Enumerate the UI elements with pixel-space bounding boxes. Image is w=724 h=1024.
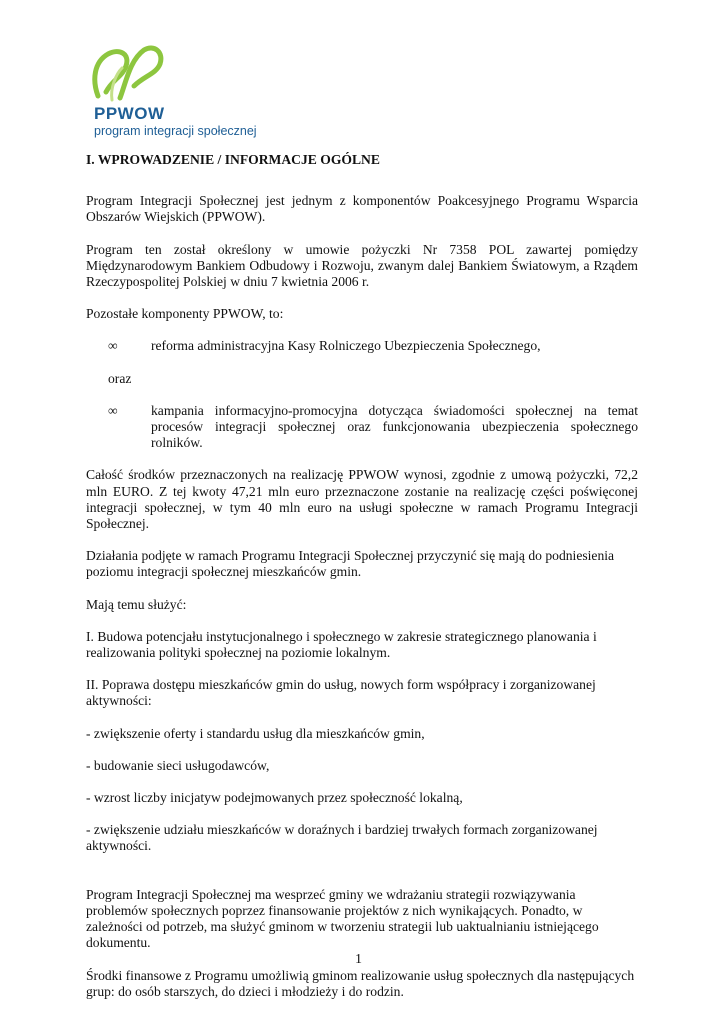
paragraph-dash-item: - budowanie sieci usługodawców, bbox=[86, 757, 270, 773]
paragraph-means-intro: Mają temu służyć: bbox=[86, 596, 187, 612]
paragraph-dash-item: - wzrost liczby inicjatyw podejmowanych przez społeczność lokalną, bbox=[86, 790, 463, 806]
list-item bbox=[108, 338, 638, 354]
paragraph-goals: Działania podjęte w ramach Programu Integracji Społecznej przyczynić się mają do podniesienia poziomu integracji społecznej mieszkańców gmin. bbox=[86, 548, 615, 580]
paragraph-goal-one: I. Budowa potencjału instytucjonalnego i społecznego w zakresie strategicznego planowania i realizowania polityki społecznej na poziomie lokalnym. bbox=[86, 628, 597, 661]
paragraph-budget: Całość środków przeznaczonych na realizację PPWOW wynosi, zgodnie z umową pożyczki, 72,2 mln EURO. Z tej kwoty 47,21 mln euro przeznaczone zostanie na realizację części poświęconej integracji społecznej, w tym 40 mln euro na usługi społeczne w ramach Programu Integracji Społecznej. bbox=[86, 467, 638, 532]
bullet-infinity-icon: ∞ bbox=[108, 402, 118, 418]
paragraph-strategy-support: Program Integracji Społecznej ma wesprzeć gminy we wdrażaniu strategii rozwiązywania problemów społecznych poprzez finansowanie projektów z nich wynikających. Ponadto, w zależności od potrzeb, ma służyć gminom w tworzeniu strategii lub uaktualnianiu istniejącego dokumentu. bbox=[86, 886, 599, 951]
paragraph-funding-groups: Środki finansowe z Programu umożliwią gminom realizowanie usług społecznych dla następujących grup: do osób starszych, do dzieci i młodzieży i do rodzin. bbox=[86, 967, 635, 999]
page-number: 1 bbox=[355, 952, 362, 967]
paragraph-goal-two: II. Poprawa dostępu mieszkańców gmin do usług, nowych form współpracy i zorganizowanej aktywności: bbox=[86, 677, 596, 709]
section-heading: I. WPROWADZENIE / INFORMACJE OGÓLNE bbox=[86, 152, 380, 167]
logo-name: PPWOW bbox=[94, 104, 165, 123]
paragraph-oraz: oraz bbox=[108, 370, 132, 386]
list-item bbox=[108, 403, 638, 452]
logo-tagline: program integracji społecznej bbox=[94, 124, 257, 138]
document-body bbox=[86, 152, 638, 1016]
paragraph-dash-item: - zwiększenie udziału mieszkańców w doraźnych i bardziej trwałych formach zorganizowanej aktywności. bbox=[86, 822, 598, 854]
bullet-infinity-icon: ∞ bbox=[108, 338, 118, 354]
list-item-text: kampania informacyjno-promocyjna dotycząca świadomości społecznej na temat procesów integracji społecznej oraz funkcjonowania ubezpieczenia społecznego rolników. bbox=[151, 402, 638, 451]
paragraph-components-intro: Pozostałe komponenty PPWOW, to: bbox=[86, 306, 284, 322]
paragraph-dash-item: - zwiększenie oferty i standardu usług dla mieszkańców gmin, bbox=[86, 725, 425, 741]
logo-leaves-icon bbox=[90, 40, 170, 106]
paragraph-loan-agreement: Program ten został określony w umowie pożyczki Nr 7358 POL zawartej pomiędzy Międzynarodowym Bankiem Odbudowy i Rozwoju, zwanym dalej Bankiem Światowym, a Rządem Rzeczypospolitej Polskiej w dniu 7 kwietnia 2006 r. bbox=[86, 241, 638, 290]
paragraph-intro: Program Integracji Społecznej jest jednym z komponentów Poakcesyjnego Programu Wsparcia Obszarów Wiejskich (PPWOW). bbox=[86, 193, 638, 225]
ppwow-logo bbox=[86, 40, 266, 140]
list-item-text: reforma administracyjna Kasy Rolniczego Ubezpieczenia Społecznego, bbox=[151, 338, 541, 354]
